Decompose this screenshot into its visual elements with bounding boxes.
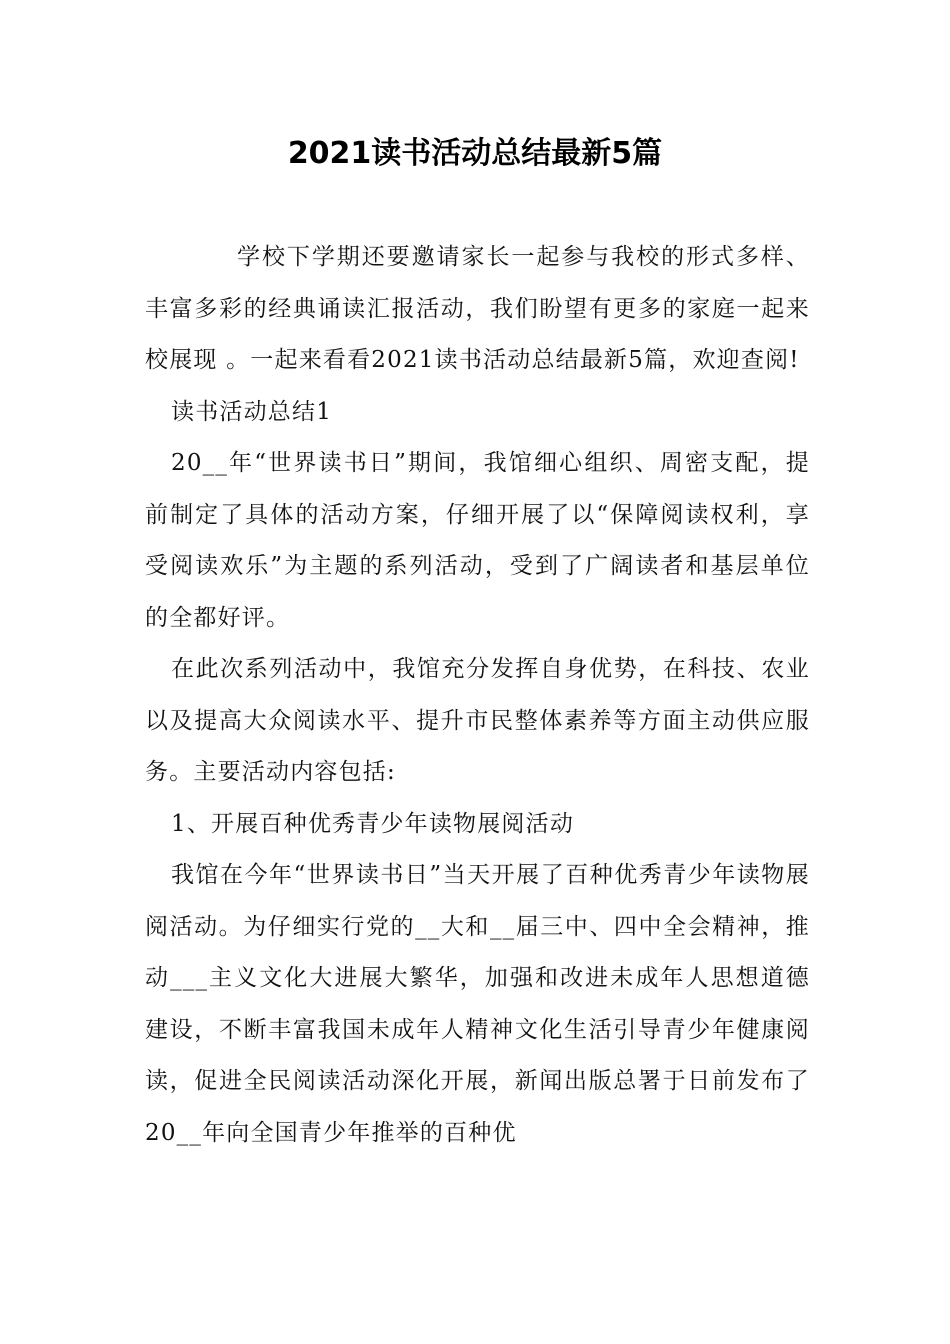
body-paragraph: 我馆在今年“世界读书日”当天开展了百种优秀青少年读物展阅活动。为仔细实行党的__大和__届三中、四中全会精神，推动___主义文化大进展大繁华，加强和改进未成年人思想道德建设，不断丰富我国未成年人精神文化生活引导青少年健康阅读，促进全民阅读活动深化开展，新闻出版总署于日前发布了20__年向全国青少年推举的百种优 (145, 862, 810, 1146)
document-body (145, 232, 810, 1159)
document-title: 2021读书活动总结最新5篇 (287, 136, 663, 171)
body-paragraph: 20__年“世界读书日”期间，我馆细心组织、周密支配，提前制定了具体的活动方案，仔细开展了以“保障阅读权利，享受阅读欢乐”为主题的系列活动，受到了广阔读者和基层单位的全都好评。 (145, 450, 810, 631)
intro-paragraph: 学校下学期还要邀请家长一起参与我校的形式多样、丰富多彩的经典诵读汇报活动，我们盼望有更多的家庭一起来校展现 。一起来看看2021读书活动总结最新5篇，欢迎查阅! (145, 244, 810, 373)
list-item-heading: 1、开展百种优秀青少年读物展阅活动 (171, 810, 575, 837)
section-heading: 读书活动总结1 (171, 398, 333, 425)
body-paragraph: 在此次系列活动中，我馆充分发挥自身优势，在科技、农业以及提高大众阅读水平、提升市民整体素养等方面主动供应服务。主要活动内容包括: (145, 656, 810, 785)
